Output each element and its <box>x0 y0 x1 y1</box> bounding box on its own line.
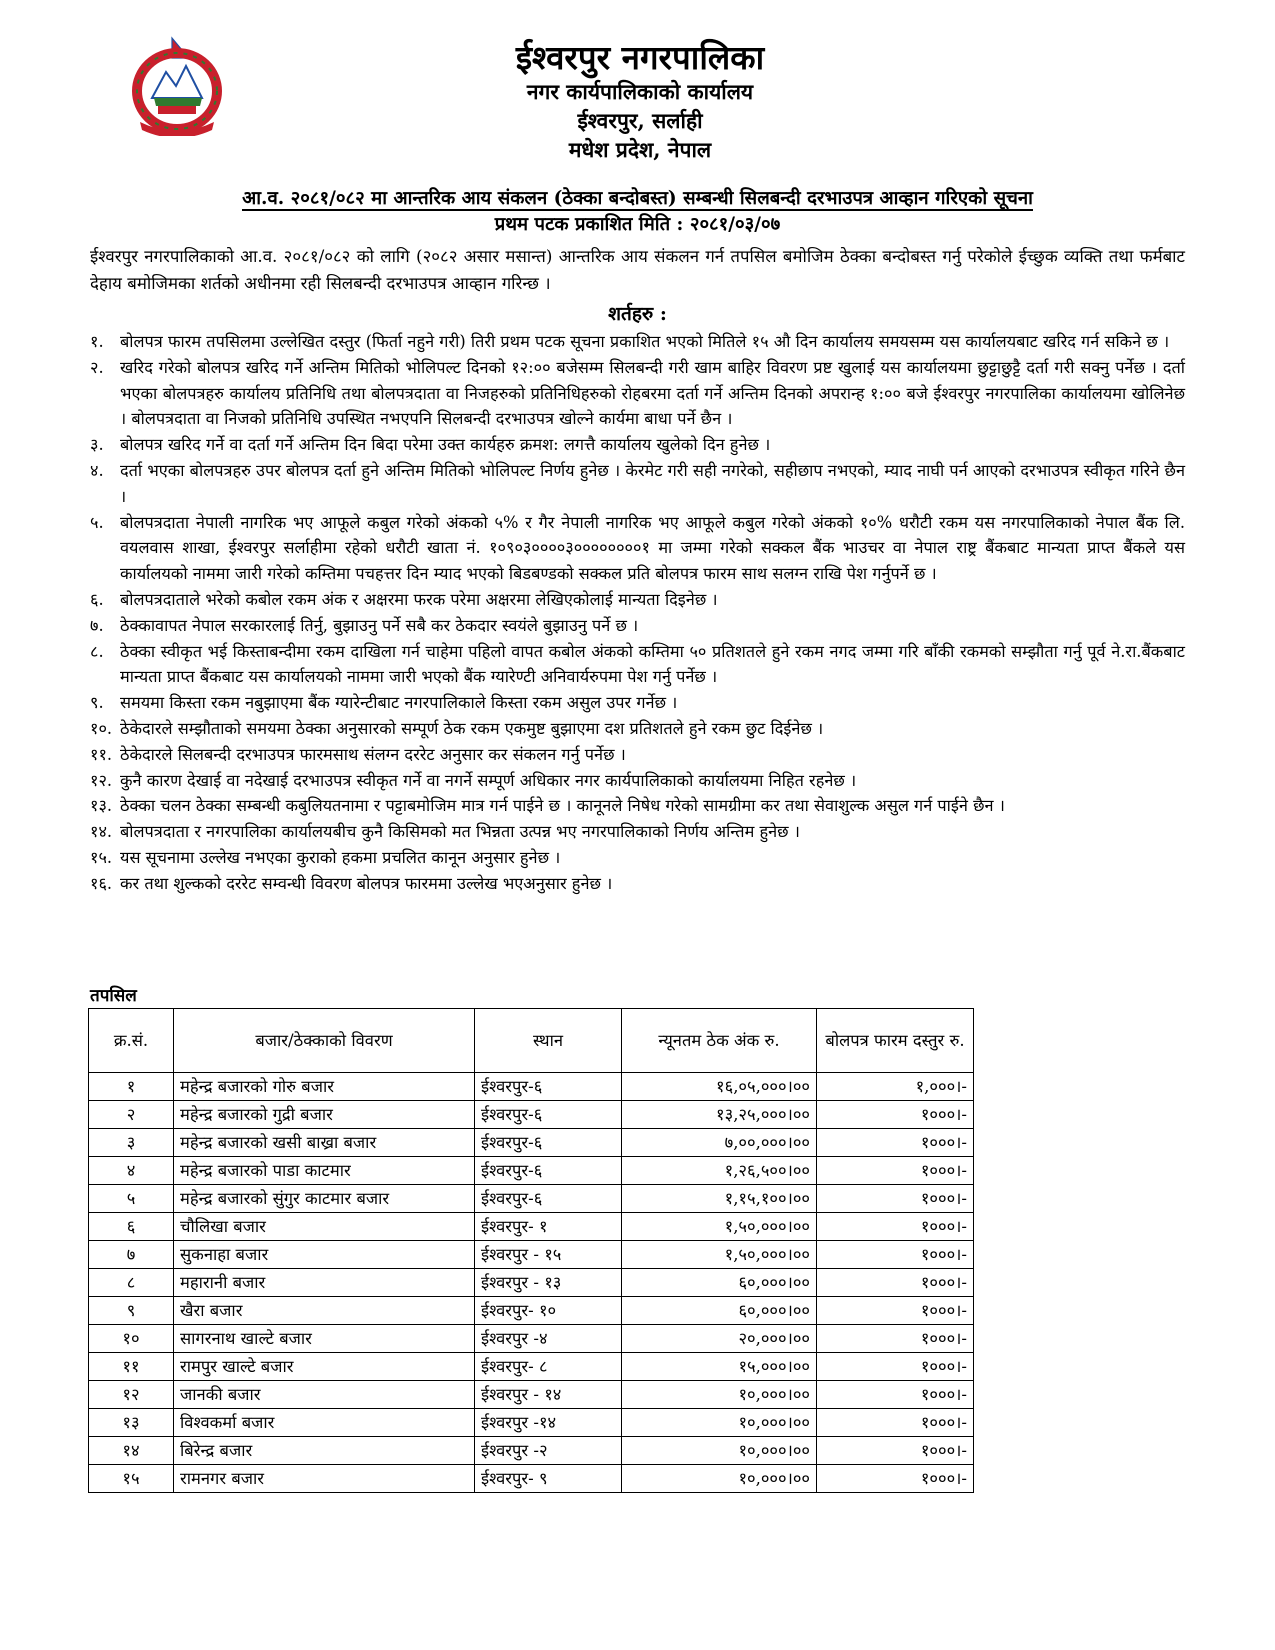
cell-location: ईश्वरपुर-६ <box>475 1073 622 1101</box>
cell-amount: ७,००,०००।०० <box>622 1129 817 1157</box>
condition-text: बोलपत्र फारम तपसिलमा उल्लेखित दस्तुर (फिर्ता नहुने गरी) तिरी प्रथम पटक सूचना प्रकाशित भएको मितिले १५ औ दिन कार्यालय समयसम्म यस कार्यालयबाट खरिद गर्न सकिने छ । <box>120 332 1170 351</box>
schedule-heading: तपसिल <box>90 986 137 1006</box>
nepal-emblem-icon <box>132 36 222 136</box>
cell-fee: १०००।- <box>817 1157 974 1185</box>
cell-fee: १०००।- <box>817 1269 974 1297</box>
table-header-row <box>89 1009 974 1073</box>
condition-item <box>90 639 1185 691</box>
condition-text: बोलपत्रदाताले भरेको कबोल रकम अंक र अक्षरमा फरक परेमा अक्षरमा लेखिएकोलाई मान्यता दिइनेछ । <box>120 589 718 609</box>
cell-serial: १३ <box>89 1409 174 1437</box>
cell-location: ईश्वरपुर -१४ <box>475 1409 622 1437</box>
table-row <box>89 1157 974 1185</box>
table-row <box>89 1353 974 1381</box>
cell-amount: १३,२५,०००।०० <box>622 1101 817 1129</box>
condition-text: बोलपत्रदाता र नगरपालिका कार्यालयबीच कुनै किसिमको मत भिन्नता उत्पन्न भए नगरपालिकाको निर्णय अन्तिम हुनेछ । <box>120 822 800 842</box>
cell-amount: १०,०००।०० <box>622 1437 817 1465</box>
condition-text: समयमा किस्ता रकम नबुझाएमा बैंक ग्यारेन्टीबाट नगरपालिकाले किस्ता रकम असुल उपर गर्नेछ । <box>120 693 678 713</box>
cell-description: खैरा बजार <box>174 1297 475 1325</box>
cell-fee: १०००।- <box>817 1465 974 1493</box>
cell-serial: १२ <box>89 1381 174 1409</box>
cell-location: ईश्वरपुर- ८ <box>475 1353 622 1381</box>
cell-location: ईश्वरपुर- १० <box>475 1297 622 1325</box>
cell-serial: २ <box>89 1101 174 1129</box>
cell-amount: १०,०००।०० <box>622 1409 817 1437</box>
condition-text: ठेक्कावापत नेपाल सरकारलाई तिर्नु, बुझाउनु पर्ने सबै कर ठेकदार स्वयंले बुझाउनु पर्ने छ । <box>120 615 639 635</box>
table-row <box>89 1213 974 1241</box>
cell-location: ईश्वरपुर-६ <box>475 1129 622 1157</box>
cell-serial: ११ <box>89 1353 174 1381</box>
table-row <box>89 1073 974 1101</box>
office-name: ईश्वरपुर नगरपालिका <box>515 38 765 77</box>
condition-item <box>90 742 1185 768</box>
condition-item <box>90 819 1185 845</box>
column-header-minimum-amount: न्यूनतम ठेक अंक रु. <box>622 1009 817 1073</box>
publish-date: प्रथम पटक प्रकाशित मिति : २०८१/०३/०७ <box>494 214 781 235</box>
table-row <box>89 1325 974 1353</box>
condition-item <box>90 793 1185 819</box>
condition-number: १६. <box>90 873 113 893</box>
condition-text: ठेक्का चलन ठेक्का सम्बन्धी कबुलियतनामा र पट्टाबमोजिम मात्र गर्न पाईने छ । कानूनले निषेध गरेको सामग्रीमा कर तथा सेवाशुल्क असुल गर्न पाईने छैन । <box>120 796 1005 816</box>
table-row <box>89 1297 974 1325</box>
cell-location: ईश्वरपुर -४ <box>475 1325 622 1353</box>
cell-fee: १०००।- <box>817 1353 974 1381</box>
condition-item <box>90 871 1185 897</box>
condition-text: ठेकेदारले सिलबन्दी दरभाउपत्र फारमसाथ संलग्न दररेट अनुसार कर संकलन गर्नु पर्नेछ । <box>120 744 626 764</box>
cell-description: महेन्द्र बजारको गुद्री बजार <box>174 1101 475 1129</box>
intro-paragraph: ईश्वरपुर नगरपालिकाको आ.व. २०८१/०८२ को लागि (२०८२ असार मसान्त) आन्तरिक आय संकलन गर्न तपसिल बमोजिम ठेक्का बन्दोबस्त गर्नु परेकोले ईच्छुक व्यक्ति तथा फर्मबाट देहाय बमोजिमका शर्तको अधीनमा रही सिलबन्दी दरभाउपत्र आव्हान गरिन्छ । <box>90 246 1185 293</box>
cell-amount: १,१५,१००।०० <box>622 1185 817 1213</box>
condition-item <box>90 613 1185 639</box>
condition-number: १४. <box>90 822 113 842</box>
table-row <box>89 1241 974 1269</box>
cell-location: ईश्वरपुर - १४ <box>475 1381 622 1409</box>
cell-fee: १०००।- <box>817 1129 974 1157</box>
cell-description: सागरनाथ खाल्टे बजार <box>174 1325 475 1353</box>
cell-description: चौलिखा बजार <box>174 1213 475 1241</box>
table-row <box>89 1101 974 1129</box>
cell-location: ईश्वरपुर- ९ <box>475 1465 622 1493</box>
cell-serial: १४ <box>89 1437 174 1465</box>
condition-item <box>90 768 1185 794</box>
cell-description: महारानी बजार <box>174 1269 475 1297</box>
condition-number: १५. <box>90 847 113 867</box>
condition-item <box>90 845 1185 871</box>
condition-text: दर्ता भएका बोलपत्रहरु उपर बोलपत्र दर्ता हुने अन्तिम मितिको भोलिपल्ट निर्णय हुनेछ । केरमेट गरी सही नगरेको, सहीछाप नभएको, म्याद नाघी पर्न आएको दरभाउपत्र स्वीकृत गरिने छैन । <box>120 460 1185 506</box>
condition-number: १. <box>90 332 104 351</box>
office-subtitle: नगर कार्यपालिकाको कार्यालय <box>526 79 754 104</box>
table-row <box>89 1269 974 1297</box>
cell-description: महेन्द्र बजारको सुंगुर काटमार बजार <box>174 1185 475 1213</box>
condition-item <box>90 329 1185 355</box>
cell-amount: ६०,०००।०० <box>622 1297 817 1325</box>
cell-fee: १०००।- <box>817 1381 974 1409</box>
condition-text: कर तथा शुल्कको दररेट सम्वन्धी विवरण बोलपत्र फारममा उल्लेख भएअनुसार हुनेछ । <box>120 873 613 893</box>
condition-item <box>90 458 1185 510</box>
condition-text: बोलपत्र खरिद गर्ने वा दर्ता गर्ने अन्तिम दिन बिदा परेमा उक्त कार्यहरु क्रमश: लगत्तै कार्यालय खुलेको दिन हुनेछ । <box>120 435 771 455</box>
condition-number: ३. <box>90 435 104 455</box>
table-row <box>89 1185 974 1213</box>
cell-fee: १०००।- <box>817 1101 974 1129</box>
cell-amount: २०,०००।०० <box>622 1325 817 1353</box>
column-header-location: स्थान <box>475 1009 622 1073</box>
cell-description: महेन्द्र बजारको गोरु बजार <box>174 1073 475 1101</box>
condition-text: खरिद गरेको बोलपत्र खरिद गर्ने अन्तिम मितिको भोलिपल्ट दिनको १२:०० बजेसम्म सिलबन्दी गरी खाम बाहिर विवरण प्रष्ट खुलाई यस कार्यालयमा छुट्टाछुट्टै दर्ता गरी सक्नु पर्नेछ । दर्ता भएका बोलपत्रहरु कार्यालय प्रतिनिधि तथा बोलपत्रदाता वा निजहरुको प्रतिनिधिहरुको रोहबरमा दर्ता गर्ने अन्तिम दिनको अपरान्ह १:०० बजे ईश्वरपुर नगरपालिका कार्यालयमा खोलिनेछ । बोलपत्रदाता वा निजको प्रतिनिधि उपस्थित नभएपनि सिलबन्दी दरभाउपत्र खोल्ने कार्यमा बाधा पर्ने छैन । <box>120 357 1185 429</box>
cell-serial: ७ <box>89 1241 174 1269</box>
cell-amount: १०,०००।०० <box>622 1465 817 1493</box>
condition-number: १०. <box>90 718 113 738</box>
cell-serial: ३ <box>89 1129 174 1157</box>
condition-text: ठेकेदारले सम्झौताको समयमा ठेक्का अनुसारको सम्पूर्ण ठेक रकम एकमुष्ट बुझाएमा दश प्रतिशतले हुने रकम छुट दिईनेछ । <box>120 718 824 738</box>
contract-schedule-table <box>88 1008 974 1493</box>
cell-description: विश्वकर्मा बजार <box>174 1409 475 1437</box>
condition-item <box>90 690 1185 716</box>
cell-serial: ९ <box>89 1297 174 1325</box>
cell-description: महेन्द्र बजारको पाडा काटमार <box>174 1157 475 1185</box>
table-row <box>89 1381 974 1409</box>
office-address: ईश्वरपुर, सर्लाही <box>577 108 703 133</box>
condition-number: ८. <box>90 641 104 661</box>
table-row <box>89 1129 974 1157</box>
condition-number: २. <box>90 357 104 377</box>
condition-item <box>90 716 1185 742</box>
condition-text: बोलपत्रदाता नेपाली नागरिक भए आफूले कबुल गरेको अंकको ५% र गैर नेपाली नागरिक भए आफूले कबुल गरेको अंकको १०% धरौटी रकम यस नगरपालिकाको नेपाल बैंक लि. वयलवास शाखा, ईश्वरपुर सर्लाहीमा रहेको धरौटी खाता नं. १०९०३००००३००००००००१ मा जम्मा गरेको सक्कल बैंक भाउचर वा नेपाल राष्ट्र बैंकबाट मान्यता प्राप्त बैंकले यस कार्यालयको नाममा जारी गरेको कम्तिमा पचहत्तर दिन म्याद भएको बिडबण्डको सक्कल प्रति बोलपत्र फारम साथ सलग्न राखि पेश गर्नुपर्ने छ । <box>120 512 1185 584</box>
cell-amount: १,५०,०००।०० <box>622 1241 817 1269</box>
condition-number: ४. <box>90 460 104 480</box>
condition-text: ठेक्का स्वीकृत भई किस्ताबन्दीमा रकम दाखिला गर्न चाहेमा पहिलो वापत कबोल अंकको कम्तिमा ५० प्रतिशतले हुने रकम नगद जम्मा गरि बाँकी रकमको सम्झौता गर्नु पूर्व ने.रा.बैंकबाट मान्यता प्राप्त बैंकबाट यस कार्यालयको नाममा जारी भएको बैंक ग्यारेण्टी अनिवार्यरुपमा पेश गर्नु पर्नेछ । <box>120 641 1185 687</box>
cell-serial: १० <box>89 1325 174 1353</box>
cell-description: महेन्द्र बजारको खसी बाख्रा बजार <box>174 1129 475 1157</box>
cell-description: बिरेन्द्र बजार <box>174 1437 475 1465</box>
cell-serial: ६ <box>89 1213 174 1241</box>
cell-location: ईश्वरपुर-६ <box>475 1157 622 1185</box>
cell-serial: ४ <box>89 1157 174 1185</box>
condition-number: १३. <box>90 796 113 816</box>
table-row <box>89 1465 974 1493</box>
cell-fee: १०००।- <box>817 1185 974 1213</box>
condition-item <box>90 432 1185 458</box>
condition-item <box>90 355 1185 432</box>
table-row <box>89 1409 974 1437</box>
condition-item <box>90 510 1185 587</box>
cell-description: रामनगर बजार <box>174 1465 475 1493</box>
column-header-description: बजार/ठेक्काको विवरण <box>174 1009 475 1073</box>
notice-title <box>90 185 1185 210</box>
condition-number: ५. <box>90 512 104 532</box>
cell-amount: ६०,०००।०० <box>622 1269 817 1297</box>
column-header-form-fee: बोलपत्र फारम दस्तुर रु. <box>817 1009 974 1073</box>
cell-amount: १,५०,०००।०० <box>622 1213 817 1241</box>
condition-number: ६. <box>90 589 104 609</box>
condition-number: १२. <box>90 770 113 790</box>
cell-amount: १६,०५,०००।०० <box>622 1073 817 1101</box>
cell-location: ईश्वरपुर - १३ <box>475 1269 622 1297</box>
cell-serial: १५ <box>89 1465 174 1493</box>
cell-fee: १०००।- <box>817 1437 974 1465</box>
table-row <box>89 1437 974 1465</box>
cell-location: ईश्वरपुर - १५ <box>475 1241 622 1269</box>
cell-location: ईश्वरपुर- १ <box>475 1213 622 1241</box>
cell-description: जानकी बजार <box>174 1381 475 1409</box>
letterhead <box>0 22 1275 172</box>
condition-text: यस सूचनामा उल्लेख नभएका कुराको हकमा प्रचलित कानून अनुसार हुनेछ । <box>120 847 561 867</box>
cell-fee: १,०००।- <box>817 1073 974 1101</box>
condition-number: ९. <box>90 693 104 713</box>
notice-title-text: आ.व. २०८१/०८२ मा आन्तरिक आय संकलन (ठेक्का बन्दोबस्त) सम्बन्धी सिलबन्दी दरभाउपत्र आव्हान गरिएको सूचना <box>242 188 1033 209</box>
cell-amount: १०,०००।०० <box>622 1381 817 1409</box>
cell-location: ईश्वरपुर -२ <box>475 1437 622 1465</box>
cell-description: सुकनाहा बजार <box>174 1241 475 1269</box>
condition-item <box>90 587 1185 613</box>
cell-serial: ५ <box>89 1185 174 1213</box>
conditions-heading: शर्तहरु : <box>608 303 667 325</box>
cell-fee: १०००।- <box>817 1409 974 1437</box>
office-province: मधेश प्रदेश, नेपाल <box>568 137 712 162</box>
conditions-list <box>90 329 1185 897</box>
condition-text: कुनै कारण देखाई वा नदेखाई दरभाउपत्र स्वीकृत गर्ने वा नगर्ने सम्पूर्ण अधिकार नगर कार्यपालिकाको कार्यालयमा निहित रहनेछ । <box>120 770 857 790</box>
column-header-serial: क्र.सं. <box>89 1009 174 1073</box>
cell-serial: १ <box>89 1073 174 1101</box>
cell-fee: १०००।- <box>817 1297 974 1325</box>
cell-amount: १५,०००।०० <box>622 1353 817 1381</box>
cell-fee: १०००।- <box>817 1241 974 1269</box>
cell-amount: १,२६,५००।०० <box>622 1157 817 1185</box>
condition-number: ७. <box>90 615 104 635</box>
cell-location: ईश्वरपुर-६ <box>475 1101 622 1129</box>
cell-fee: १०००।- <box>817 1213 974 1241</box>
cell-serial: ८ <box>89 1269 174 1297</box>
cell-location: ईश्वरपुर-६ <box>475 1185 622 1213</box>
cell-fee: १०००।- <box>817 1325 974 1353</box>
cell-description: रामपुर खाल्टे बजार <box>174 1353 475 1381</box>
condition-number: ११. <box>90 744 113 764</box>
